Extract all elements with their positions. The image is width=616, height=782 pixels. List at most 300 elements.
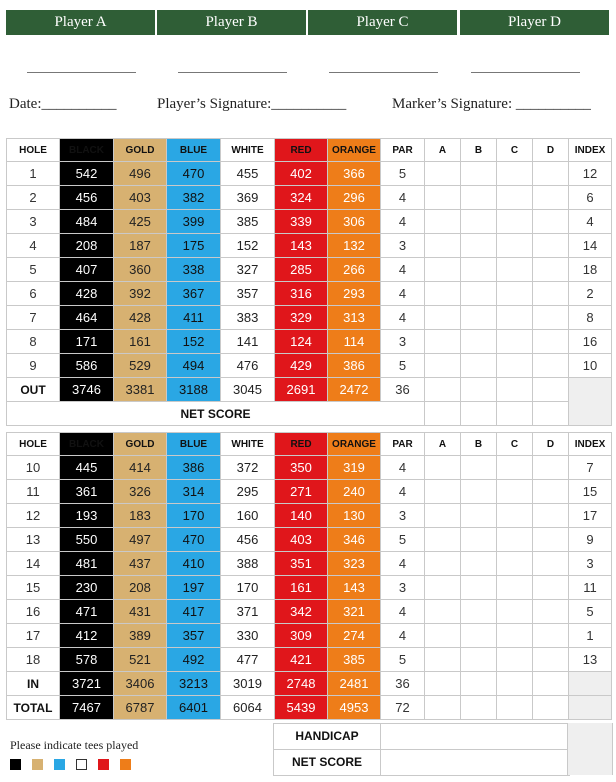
hole-par: 4 xyxy=(381,456,425,480)
score-entry-d[interactable] xyxy=(533,480,569,504)
hole-hole: 7 xyxy=(7,306,60,330)
hole-par: 4 xyxy=(381,600,425,624)
score-entry-d[interactable] xyxy=(533,528,569,552)
score-entry-d[interactable] xyxy=(533,258,569,282)
hole-blue: 170 xyxy=(167,504,221,528)
col-red-header: RED xyxy=(275,139,328,162)
tee-swatch[interactable] xyxy=(120,759,131,770)
score-entry-b[interactable] xyxy=(461,624,497,648)
hole-gold: 521 xyxy=(114,648,167,672)
hole-hole: 14 xyxy=(7,552,60,576)
hole-red: 124 xyxy=(275,330,328,354)
score-entry-c[interactable] xyxy=(497,600,533,624)
table-row xyxy=(7,576,612,600)
total-score-c[interactable] xyxy=(497,696,533,720)
hole-par: 4 xyxy=(381,480,425,504)
back-net-score-row xyxy=(274,749,569,775)
hole-black: 586 xyxy=(60,354,114,378)
col-a-header: A xyxy=(425,433,461,456)
hole-gold: 161 xyxy=(114,330,167,354)
hole-gold: 360 xyxy=(114,258,167,282)
total-index-blank xyxy=(569,696,612,720)
score-entry-c[interactable] xyxy=(497,456,533,480)
hole-index: 4 xyxy=(569,210,612,234)
hole-par: 5 xyxy=(381,648,425,672)
out-score-b[interactable] xyxy=(461,378,497,402)
score-entry-d[interactable] xyxy=(533,504,569,528)
in-score-d[interactable] xyxy=(533,672,569,696)
hole-index: 10 xyxy=(569,354,612,378)
hole-par: 3 xyxy=(381,504,425,528)
hole-black: 471 xyxy=(60,600,114,624)
hole-index: 14 xyxy=(569,234,612,258)
hole-black: 208 xyxy=(60,234,114,258)
col-blue-header: BLUE xyxy=(167,433,221,456)
col-index-header: INDEX xyxy=(569,433,612,456)
score-entry-a[interactable] xyxy=(425,258,461,282)
score-entry-d[interactable] xyxy=(533,456,569,480)
score-entry-d[interactable] xyxy=(533,186,569,210)
score-entry-c[interactable] xyxy=(497,306,533,330)
hole-gold: 403 xyxy=(114,186,167,210)
hole-hole: 8 xyxy=(7,330,60,354)
hole-hole: 10 xyxy=(7,456,60,480)
hole-black: 481 xyxy=(60,552,114,576)
hole-blue: 197 xyxy=(167,576,221,600)
hole-black: 550 xyxy=(60,528,114,552)
score-entry-a[interactable] xyxy=(425,480,461,504)
hole-par: 4 xyxy=(381,306,425,330)
in-score-a[interactable] xyxy=(425,672,461,696)
score-entry-c[interactable] xyxy=(497,504,533,528)
hole-red: 285 xyxy=(275,258,328,282)
in-gold: 3406 xyxy=(114,672,167,696)
hole-par: 5 xyxy=(381,162,425,186)
hole-red: 316 xyxy=(275,282,328,306)
hole-hole: 18 xyxy=(7,648,60,672)
hole-hole: 12 xyxy=(7,504,60,528)
hole-index: 8 xyxy=(569,306,612,330)
score-entry-d[interactable] xyxy=(533,552,569,576)
col-b-header: B xyxy=(461,433,497,456)
hole-black: 445 xyxy=(60,456,114,480)
out-label: OUT xyxy=(7,378,60,402)
score-entry-a[interactable] xyxy=(425,186,461,210)
col-gold-header: GOLD xyxy=(114,433,167,456)
total-gold: 6787 xyxy=(114,696,167,720)
col-orange-header: ORANGE xyxy=(328,139,381,162)
score-entry-c[interactable] xyxy=(497,624,533,648)
table-row xyxy=(7,528,612,552)
hole-par: 3 xyxy=(381,330,425,354)
hole-white: 477 xyxy=(221,648,275,672)
hole-blue: 417 xyxy=(167,600,221,624)
score-entry-a[interactable] xyxy=(425,504,461,528)
col-orange-header: ORANGE xyxy=(328,433,381,456)
table-row xyxy=(7,624,612,648)
score-entry-c[interactable] xyxy=(497,330,533,354)
in-par: 36 xyxy=(381,672,425,696)
total-score-b[interactable] xyxy=(461,696,497,720)
score-entry-c[interactable] xyxy=(497,186,533,210)
hole-par: 3 xyxy=(381,234,425,258)
hole-red: 421 xyxy=(275,648,328,672)
hole-black: 193 xyxy=(60,504,114,528)
hole-white: 383 xyxy=(221,306,275,330)
hole-orange: 323 xyxy=(328,552,381,576)
hole-red: 402 xyxy=(275,162,328,186)
total-orange: 4953 xyxy=(328,696,381,720)
total-score-a[interactable] xyxy=(425,696,461,720)
player-b-name-line[interactable] xyxy=(178,72,287,73)
col-black-header: BLACK xyxy=(60,433,114,456)
hole-black: 542 xyxy=(60,162,114,186)
hole-white: 456 xyxy=(221,528,275,552)
score-entry-a[interactable] xyxy=(425,624,461,648)
out-row xyxy=(7,378,612,402)
hole-hole: 11 xyxy=(7,480,60,504)
hole-hole: 13 xyxy=(7,528,60,552)
score-entry-a[interactable] xyxy=(425,456,461,480)
hole-hole: 16 xyxy=(7,600,60,624)
hole-orange: 114 xyxy=(328,330,381,354)
hole-black: 171 xyxy=(60,330,114,354)
player-headers xyxy=(6,10,612,35)
tee-swatch[interactable] xyxy=(32,759,43,770)
score-entry-b[interactable] xyxy=(461,234,497,258)
hole-blue: 357 xyxy=(167,624,221,648)
score-entry-b[interactable] xyxy=(461,306,497,330)
total-black: 7467 xyxy=(60,696,114,720)
out-score-c[interactable] xyxy=(497,378,533,402)
score-entry-a[interactable] xyxy=(425,600,461,624)
hole-gold: 428 xyxy=(114,306,167,330)
hole-black: 230 xyxy=(60,576,114,600)
hole-blue: 367 xyxy=(167,282,221,306)
col-par-header: PAR xyxy=(381,139,425,162)
tee-swatch[interactable] xyxy=(54,759,65,770)
col-gold-header: GOLD xyxy=(114,139,167,162)
in-white: 3019 xyxy=(221,672,275,696)
score-entry-a[interactable] xyxy=(425,354,461,378)
score-entry-b[interactable] xyxy=(461,186,497,210)
hole-gold: 326 xyxy=(114,480,167,504)
date-field[interactable]: Date:__________ xyxy=(9,96,117,112)
hole-index: 16 xyxy=(569,330,612,354)
score-entry-b[interactable] xyxy=(461,456,497,480)
score-entry-a[interactable] xyxy=(425,552,461,576)
hole-black: 361 xyxy=(60,480,114,504)
player-d-name-line[interactable] xyxy=(471,72,580,73)
hole-black: 412 xyxy=(60,624,114,648)
hole-index: 13 xyxy=(569,648,612,672)
table-row xyxy=(7,186,612,210)
in-red: 2748 xyxy=(275,672,328,696)
hole-index: 7 xyxy=(569,456,612,480)
score-entry-d[interactable] xyxy=(533,648,569,672)
score-entry-d[interactable] xyxy=(533,576,569,600)
hole-gold: 392 xyxy=(114,282,167,306)
hole-index: 5 xyxy=(569,600,612,624)
hole-orange: 266 xyxy=(328,258,381,282)
table-row xyxy=(7,354,612,378)
score-entry-a[interactable] xyxy=(425,282,461,306)
score-entry-d[interactable] xyxy=(533,162,569,186)
hole-blue: 382 xyxy=(167,186,221,210)
col-white-header: WHITE xyxy=(221,433,275,456)
table-row xyxy=(7,600,612,624)
out-red: 2691 xyxy=(275,378,328,402)
player-d-header: Player D xyxy=(460,10,609,35)
player-signature-field[interactable]: Player’s Signature:__________ xyxy=(157,96,347,112)
col-par-header: PAR xyxy=(381,433,425,456)
hole-orange: 386 xyxy=(328,354,381,378)
hole-white: 385 xyxy=(221,210,275,234)
hole-white: 160 xyxy=(221,504,275,528)
hole-index: 2 xyxy=(569,282,612,306)
back-header-row xyxy=(7,433,612,456)
hole-blue: 494 xyxy=(167,354,221,378)
score-entry-a[interactable] xyxy=(425,306,461,330)
col-white-header: WHITE xyxy=(221,139,275,162)
col-c-header: C xyxy=(497,433,533,456)
out-score-d[interactable] xyxy=(533,378,569,402)
score-entry-d[interactable] xyxy=(533,210,569,234)
hole-blue: 386 xyxy=(167,456,221,480)
hole-orange: 130 xyxy=(328,504,381,528)
hole-par: 4 xyxy=(381,186,425,210)
score-entry-d[interactable] xyxy=(533,306,569,330)
score-entry-b[interactable] xyxy=(461,648,497,672)
hole-index: 6 xyxy=(569,186,612,210)
player-a-name-line[interactable] xyxy=(27,72,136,73)
in-score-b[interactable] xyxy=(461,672,497,696)
score-entry-a[interactable] xyxy=(425,528,461,552)
score-entry-c[interactable] xyxy=(497,576,533,600)
hole-index: 15 xyxy=(569,480,612,504)
player-c-header: Player C xyxy=(308,10,457,35)
score-entry-c[interactable] xyxy=(497,528,533,552)
out-par: 36 xyxy=(381,378,425,402)
hole-red: 309 xyxy=(275,624,328,648)
hole-gold: 208 xyxy=(114,576,167,600)
hole-white: 372 xyxy=(221,456,275,480)
hole-hole: 15 xyxy=(7,576,60,600)
out-score-a[interactable] xyxy=(425,378,461,402)
hole-par: 4 xyxy=(381,552,425,576)
player-c-name-line[interactable] xyxy=(329,72,438,73)
score-entry-a[interactable] xyxy=(425,162,461,186)
hole-par: 4 xyxy=(381,624,425,648)
score-entry-c[interactable] xyxy=(497,480,533,504)
score-entry-d[interactable] xyxy=(533,624,569,648)
hole-gold: 389 xyxy=(114,624,167,648)
hole-index: 9 xyxy=(569,528,612,552)
marker-signature-field[interactable]: Marker’s Signature: __________ xyxy=(392,96,591,112)
hole-par: 4 xyxy=(381,282,425,306)
player-b-header: Player B xyxy=(157,10,306,35)
score-entry-c[interactable] xyxy=(497,552,533,576)
table-row xyxy=(7,282,612,306)
hole-index: 1 xyxy=(569,624,612,648)
score-entry-c[interactable] xyxy=(497,210,533,234)
col-index-header: INDEX xyxy=(569,139,612,162)
player-a-header: Player A xyxy=(6,10,155,35)
hole-red: 350 xyxy=(275,456,328,480)
hole-red: 161 xyxy=(275,576,328,600)
front-nine-rows xyxy=(7,162,612,378)
hole-index: 12 xyxy=(569,162,612,186)
total-par: 72 xyxy=(381,696,425,720)
hole-gold: 414 xyxy=(114,456,167,480)
hole-orange: 143 xyxy=(328,576,381,600)
hole-white: 295 xyxy=(221,480,275,504)
col-blue-header: BLUE xyxy=(167,139,221,162)
score-entry-c[interactable] xyxy=(497,162,533,186)
hole-orange: 313 xyxy=(328,306,381,330)
front-net-b[interactable] xyxy=(461,402,497,426)
score-entry-a[interactable] xyxy=(425,210,461,234)
tee-swatch[interactable] xyxy=(10,759,21,770)
score-entry-a[interactable] xyxy=(425,648,461,672)
col-c-header: C xyxy=(497,139,533,162)
score-entry-b[interactable] xyxy=(461,480,497,504)
in-black: 3721 xyxy=(60,672,114,696)
score-entry-c[interactable] xyxy=(497,234,533,258)
hole-orange: 319 xyxy=(328,456,381,480)
back-nine-rows xyxy=(7,456,612,672)
col-a-header: A xyxy=(425,139,461,162)
hole-gold: 496 xyxy=(114,162,167,186)
hole-white: 455 xyxy=(221,162,275,186)
col-hole-header: HOLE xyxy=(7,433,60,456)
hole-blue: 470 xyxy=(167,162,221,186)
total-row xyxy=(7,696,612,720)
score-entry-b[interactable] xyxy=(461,528,497,552)
front-nine-table xyxy=(6,138,612,426)
hole-gold: 437 xyxy=(114,552,167,576)
score-entry-b[interactable] xyxy=(461,600,497,624)
in-score-c[interactable] xyxy=(497,672,533,696)
hole-par: 5 xyxy=(381,528,425,552)
table-row xyxy=(7,234,612,258)
col-black-header: BLACK xyxy=(60,139,114,162)
hole-par: 4 xyxy=(381,210,425,234)
score-entry-c[interactable] xyxy=(497,648,533,672)
hole-par: 5 xyxy=(381,354,425,378)
hole-red: 140 xyxy=(275,504,328,528)
score-entry-b[interactable] xyxy=(461,354,497,378)
score-entry-c[interactable] xyxy=(497,354,533,378)
hole-black: 484 xyxy=(60,210,114,234)
total-white: 6064 xyxy=(221,696,275,720)
tee-swatch[interactable] xyxy=(98,759,109,770)
hole-white: 369 xyxy=(221,186,275,210)
total-blue: 6401 xyxy=(167,696,221,720)
out-index-blank xyxy=(569,378,612,426)
table-row xyxy=(7,480,612,504)
hole-black: 578 xyxy=(60,648,114,672)
in-row xyxy=(7,672,612,696)
hole-gold: 187 xyxy=(114,234,167,258)
score-entry-c[interactable] xyxy=(497,258,533,282)
col-hole-header: HOLE xyxy=(7,139,60,162)
hole-hole: 4 xyxy=(7,234,60,258)
score-entry-b[interactable] xyxy=(461,210,497,234)
score-entry-b[interactable] xyxy=(461,504,497,528)
hole-hole: 2 xyxy=(7,186,60,210)
score-entry-b[interactable] xyxy=(461,162,497,186)
hole-white: 141 xyxy=(221,330,275,354)
hole-orange: 296 xyxy=(328,186,381,210)
table-row xyxy=(7,330,612,354)
col-red-header: RED xyxy=(275,433,328,456)
hole-blue: 411 xyxy=(167,306,221,330)
total-score-d[interactable] xyxy=(533,696,569,720)
handicap-row xyxy=(274,723,569,749)
hole-blue: 399 xyxy=(167,210,221,234)
front-net-d[interactable] xyxy=(533,402,569,426)
score-entry-b[interactable] xyxy=(461,282,497,306)
hole-gold: 425 xyxy=(114,210,167,234)
score-entry-b[interactable] xyxy=(461,258,497,282)
in-orange: 2481 xyxy=(328,672,381,696)
out-black: 3746 xyxy=(60,378,114,402)
front-header-row xyxy=(7,139,612,162)
col-d-header: D xyxy=(533,433,569,456)
front-net-c[interactable] xyxy=(497,402,533,426)
hole-index: 3 xyxy=(569,552,612,576)
score-entry-d[interactable] xyxy=(533,330,569,354)
score-entry-c[interactable] xyxy=(497,282,533,306)
hole-red: 329 xyxy=(275,306,328,330)
back-net-score-label: NET SCORE xyxy=(274,750,381,775)
hole-orange: 346 xyxy=(328,528,381,552)
front-net-a[interactable] xyxy=(425,402,461,426)
score-entry-d[interactable] xyxy=(533,354,569,378)
score-entry-d[interactable] xyxy=(533,234,569,258)
total-label: TOTAL xyxy=(7,696,60,720)
score-entry-b[interactable] xyxy=(461,576,497,600)
score-entry-a[interactable] xyxy=(425,330,461,354)
hole-gold: 529 xyxy=(114,354,167,378)
hole-par: 4 xyxy=(381,258,425,282)
hole-hole: 5 xyxy=(7,258,60,282)
handicap-label: HANDICAP xyxy=(274,724,381,749)
hole-red: 429 xyxy=(275,354,328,378)
score-entry-a[interactable] xyxy=(425,576,461,600)
table-row xyxy=(7,456,612,480)
hole-orange: 385 xyxy=(328,648,381,672)
tee-swatch[interactable] xyxy=(76,759,87,770)
hole-blue: 410 xyxy=(167,552,221,576)
table-row xyxy=(7,258,612,282)
score-entry-b[interactable] xyxy=(461,552,497,576)
score-entry-a[interactable] xyxy=(425,234,461,258)
handicap-entry[interactable] xyxy=(381,724,569,749)
score-entry-b[interactable] xyxy=(461,330,497,354)
back-net-score-entry[interactable] xyxy=(381,750,569,775)
total-red: 5439 xyxy=(275,696,328,720)
hole-red: 271 xyxy=(275,480,328,504)
score-entry-d[interactable] xyxy=(533,600,569,624)
score-entry-d[interactable] xyxy=(533,282,569,306)
hole-orange: 293 xyxy=(328,282,381,306)
col-d-header: D xyxy=(533,139,569,162)
hole-red: 143 xyxy=(275,234,328,258)
hole-orange: 306 xyxy=(328,210,381,234)
hole-blue: 175 xyxy=(167,234,221,258)
